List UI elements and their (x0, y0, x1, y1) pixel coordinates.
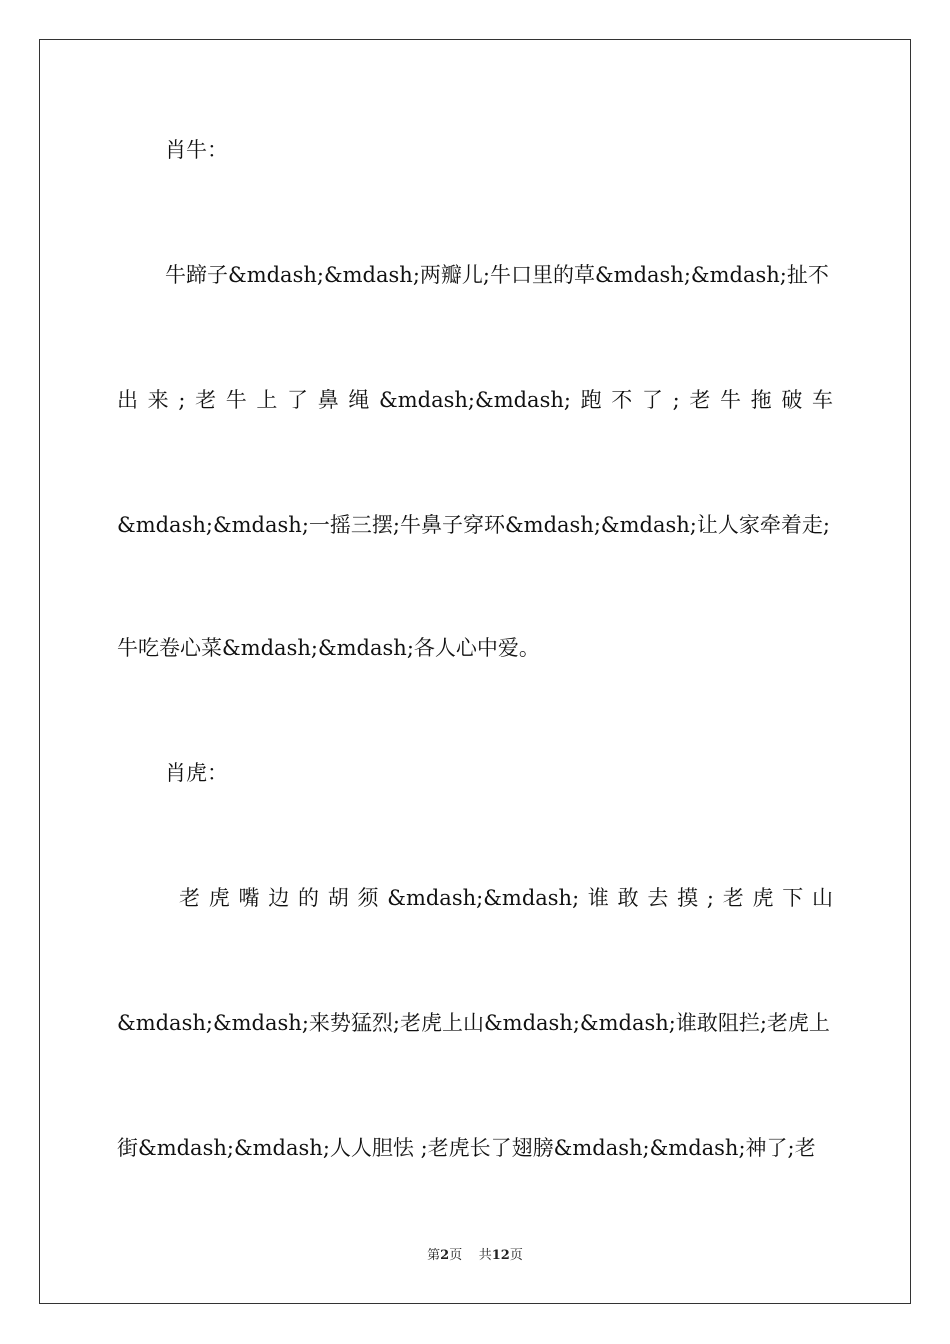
heading-tiger: 肖虎： (165, 761, 228, 785)
total-page-number: 12 (491, 1248, 510, 1263)
paragraph-line: 出来;老牛上了鼻绳&mdash;&mdash;跑不了;老牛拖破车 (117, 388, 833, 412)
footer-total-prefix: 共 (478, 1248, 492, 1263)
footer-prefix: 第 (427, 1248, 441, 1263)
paragraph-line: 牛吃卷心菜&mdash;&mdash;各人心中爱。 (117, 636, 540, 660)
footer-total-suffix: 页 (509, 1248, 523, 1263)
paragraph-line: 街&mdash;&mdash;人人胆怯 ;老虎长了翅膀&mdash;&mdash;神了;老 (117, 1136, 816, 1160)
paragraph-line: &mdash;&mdash;一摇三摆;牛鼻子穿环&mdash;&mdash;让人家牵着走; (117, 513, 830, 537)
paragraph-line: 老虎嘴边的胡须&mdash;&mdash;谁敢去摸;老虎下山 (179, 886, 833, 910)
paragraph-line: &mdash;&mdash;来势猛烈;老虎上山&mdash;&mdash;谁敢阻拦;老虎上 (117, 1011, 830, 1035)
page-border (39, 39, 911, 1304)
heading-ox: 肖牛： (165, 138, 228, 162)
paragraph-line: 牛蹄子&mdash;&mdash;两瓣儿;牛口里的草&mdash;&mdash;扯不 (165, 263, 829, 287)
current-page-number: 2 (440, 1248, 450, 1263)
page-footer (0, 1247, 950, 1265)
footer-page-suffix: 页 (449, 1248, 463, 1263)
